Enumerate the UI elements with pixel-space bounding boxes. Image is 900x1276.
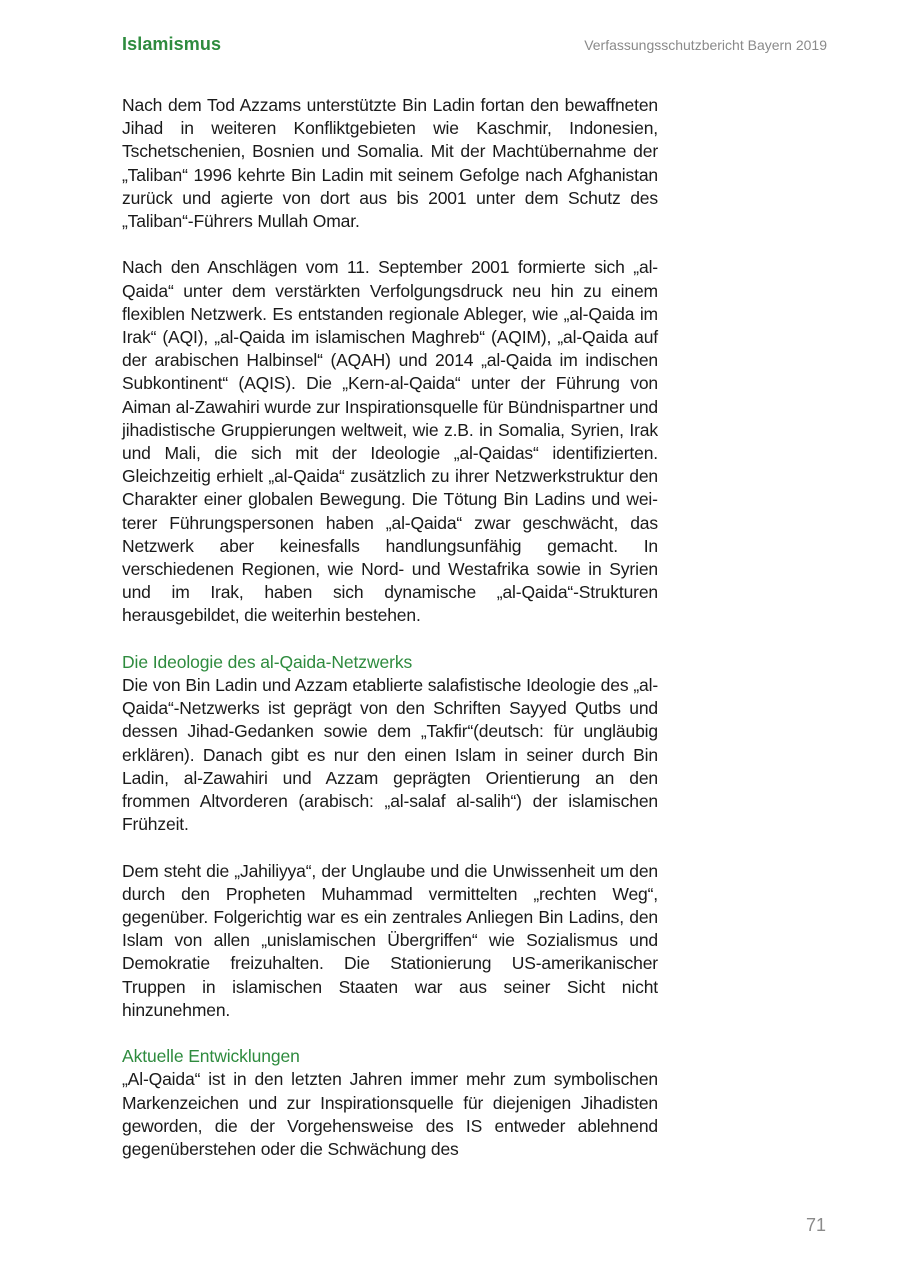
subheading-ideology: Die Ideologie des al-Qaida-Netzwerks [122,651,413,672]
section-title: Islamismus [122,34,222,54]
paragraph-spacer [122,628,658,651]
paragraph-spacer [122,836,658,859]
paragraph: Die von Bin Ladin und Azzam etablierte salafistische Ideologie des „al-Qaida“-Netzwerks ist geprägt von den Schriften Sayyed Qutbs und dessen Jihad-Gedanken sowie dem „Takfir“(deutsch: für ungläubig erklären). Danach gibt es nur den einen Islam in seiner durch Bin Ladin, al-Zawahiri und Azzam geprägten Orientierung an den frommen Altvorderen (arabisch: „al-salaf al-salih“) der islamischen Frühzeit. [122,675,658,835]
paragraph: Nach dem Tod Azzams unterstützte Bin Ladin fortan den bewaffneten Jihad in weiteren Konfliktgebieten wie Kaschmir, Indonesien, Tschetschenien, Bosnien und Somalia. Mit der Machtübernahme der „Taliban“ 1996 kehrte Bin Ladin mit seinem Gefolge nach Afghanistan zurück und agierte von dort aus bis 2001 unter dem Schutz des „Taliban“-Führers Mullah Omar. [122,95,658,232]
page-number: 71 [805,1215,826,1235]
subheading-current-developments: Aktuelle Entwicklungen [122,1046,300,1067]
paragraph-spacer [122,233,658,256]
paragraph: Nach den Anschlägen vom 11. September 2001 formierte sich „al-Qaida“ unter dem verstärkten Verfolgungsdruck neu hin zu einem flexiblen Netzwerk. Es entstanden regionale Ableger, wie „al-Qaida im Irak“ (AQI), „al-Qaida im islamischen Maghreb“ (AQIM), „al-Qaida auf der arabischen Halbinsel“ (AQAH) und 2014 „al-Qaida im indischen Subkontinent“ (AQIS). Die „Kern-al-Qaida“ unter der Führung von Aiman al-Zawahiri wurde zur Inspirationsquelle für Bündnispartner und jihadistische Gruppierungen weltweit, wie z.B. in Somalia, Syrien, Irak und Mali, die sich mit der Ideologie „al-Qaidas“ identifizierten. Gleichzeitig erhielt „al-Qaida“ zusätzlich zu ihrer Netzwerkstruktur den Charakter einer globalen Bewegung. Die Tötung Bin Ladins und weiterer Führungspersonen haben „al-Qaida“ zwar geschwächt, das Netzwerk aber keinesfalls handlungsunfähig gemacht. In verschiedenen Regionen, wie Nord- und Westafrika sowie in Syrien und im Irak, haben sich dynamische „al-Qaida“-Strukturen herausgebildet, die weiterhin bestehen. [122,257,658,626]
paragraph: Dem steht die „Jahiliyya“, der Unglaube und die Unwissenheit um den durch den Propheten Muhammad vermittelten „rechten Weg“, gegenüber. Folgerichtig war es ein zentrales Anliegen Bin Ladins, den Islam von allen „unislamischen Übergriffen“ wie Sozialismus und Demokratie freizuhalten. Die Stationierung US-amerikanischer Truppen in islamischen Staaten war aus seiner Sicht nicht hinzunehmen. [122,860,658,1020]
paragraph-spacer [122,1022,658,1045]
page-header [122,34,827,62]
main-text [122,94,658,1161]
report-title: Verfassungsschutzbericht Bayern 2019 [584,37,827,53]
paragraph: „Al-Qaida“ ist in den letzten Jahren immer mehr zum symbolischen Markenzeichen und zur Inspirationsquelle für diejenigen Jihadisten geworden, die der Vorgehensweise des IS entweder ablehnend gegenüberstehen oder die Schwächung des [122,1069,658,1160]
